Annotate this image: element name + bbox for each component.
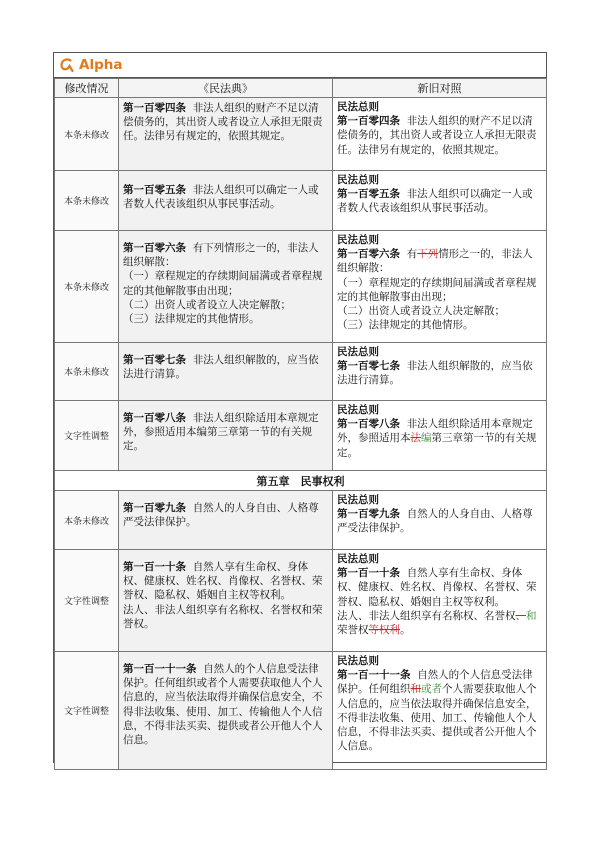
article-number: 第一百零七条: [123, 354, 186, 366]
article-number: 第一百零九条: [123, 502, 186, 514]
table-row: [55, 171, 547, 231]
alpha-logo-icon: [59, 57, 75, 73]
article-number: 第一百零八条: [123, 412, 186, 424]
table-row: [55, 550, 547, 652]
compare-cell: [333, 652, 547, 770]
compare-text: 自然人的人身自由、人格尊严受法律保护。: [337, 508, 533, 535]
table-row: [55, 98, 547, 171]
compare-cell: [333, 491, 547, 550]
compare-cell: [333, 401, 547, 471]
document-frame: [53, 52, 547, 763]
article-text: 非法人组织解散的，应当依法进行清算。: [123, 354, 319, 381]
chapter-row: [55, 471, 547, 491]
compare-text: 有: [406, 248, 418, 261]
article-text: 有下列情形之一的，非法人组织解散：: [123, 242, 319, 269]
article-item: （三）法律规定的其他情形。: [123, 313, 260, 326]
header-status: 修改情况: [55, 79, 119, 98]
status-cell: 本条未修改: [55, 231, 119, 343]
table-row: [55, 231, 547, 343]
inserted-text: 编: [421, 432, 432, 445]
compare-article-number: 第一百零六条: [337, 248, 400, 261]
compare-item: （二）出资人或者设立人决定解散；: [337, 305, 505, 318]
table-row: [55, 401, 547, 471]
section-label: 民法总则: [337, 234, 379, 246]
article-text: 自然人享有生命权、身体权、健康权、姓名权、肖像权、名誉权、荣誉权、隐私权、婚姻自主权等权利。: [123, 561, 323, 602]
compare-item: （三）法律规定的其他情形。: [337, 319, 474, 332]
compare-article-number: 第一百零八条: [337, 418, 400, 431]
compare-article-number: 第一百零七条: [337, 360, 400, 373]
compare-article-number: 第一百零四条: [337, 115, 400, 128]
section-label: 民法总则: [337, 553, 379, 565]
compare-text: 个人需要获取他人个人信息的，应当依法取得并确保信息安全，不得非法收集、使用、加工、传输他人个人信息，不得非法买卖、提供或者公开他人个人信息。: [337, 683, 537, 753]
compare-item: （一）章程规定的存续期间届满或者章程规定的其他解散事由出现；: [337, 276, 537, 303]
brand-bar: [54, 53, 546, 78]
table-row: [55, 343, 547, 401]
section-label: 民法总则: [337, 346, 379, 358]
article-text: 法人、非法人组织享有名称权、名誉权和荣誉权。: [123, 603, 323, 630]
compare-article-number: 第一百一十一条: [337, 669, 411, 682]
compare-text: 第三章第一节的有关规定。: [337, 432, 537, 459]
article-text: 自然人的个人信息受法律保护。任何组织或者个人需要获取他人个人信息的，应当依法取得并确保信息安全，不得非法收集、使用、加工、传输他人个人信息，不得非法买卖、提供或者公开他人个人信息。: [123, 663, 323, 747]
deleted-text: 下列: [417, 248, 439, 261]
compare-text: 非法人组织可以确定一人或者数人代表该组织从事民事活动。: [337, 188, 533, 215]
compare-text: 法人、非法人组织享有名称权、名誉权: [337, 609, 516, 622]
compare-text: 自然人的个人信息受法律保护。任何组织: [337, 669, 533, 696]
article-number: 第一百零六条: [123, 242, 186, 254]
status-cell: 文字性调整: [55, 550, 119, 652]
article-item: （一）章程规定的存续期间届满或者章程规定的其他解散事由出现；: [123, 270, 323, 297]
section-label: 民法总则: [337, 174, 379, 186]
article-text: 非法人组织的财产不足以清偿债务的，其出资人或者设立人承担无限责任。法律另有规定的，依照其规定。: [123, 102, 323, 143]
law-cell: [119, 401, 333, 471]
comparison-table: [54, 78, 547, 770]
law-cell: [119, 98, 333, 171]
status-cell: 文字性调整: [55, 652, 119, 770]
article-text: 自然人的人身自由、人格尊严受法律保护。: [123, 502, 319, 529]
section-label: 民法总则: [337, 494, 379, 506]
deleted-text: 和: [410, 683, 421, 696]
article-number: 第一百一十条: [123, 561, 186, 573]
header-law: 《民法典》: [119, 79, 333, 98]
deleted-text: 等权利: [368, 624, 400, 637]
table-row: [55, 652, 547, 770]
brand-name: Alpha: [79, 57, 123, 73]
status-cell: 本条未修改: [55, 171, 119, 231]
law-cell: [119, 171, 333, 231]
deleted-text: 法: [410, 432, 421, 445]
compare-text: 荣誉权: [337, 624, 369, 637]
deleted-text: 、: [515, 609, 526, 622]
status-cell: 文字性调整: [55, 401, 119, 471]
inserted-text: 和: [526, 609, 537, 622]
compare-text: 自然人享有生命权、身体权、健康权、姓名权、肖像权、名誉权、荣誉权、隐私权、婚姻自主权等权利。: [337, 567, 537, 608]
compare-cell: [333, 98, 547, 171]
section-label: 民法总则: [337, 101, 379, 113]
law-cell: [119, 231, 333, 343]
chapter-title: 第五章 民事权利: [55, 471, 547, 491]
compare-cell: [333, 231, 547, 343]
table-row: [55, 491, 547, 550]
status-cell: 本条未修改: [55, 491, 119, 550]
compare-article-number: 第一百零五条: [337, 188, 400, 201]
compare-article-number: 第一百一十条: [337, 567, 400, 580]
compare-text: 。: [400, 624, 411, 637]
status-cell: 本条未修改: [55, 98, 119, 171]
law-cell: [119, 550, 333, 652]
table-header-row: [55, 79, 547, 98]
article-text: 非法人组织除适用本章规定外，参照适用本编第三章第一节的有关规定。: [123, 412, 319, 453]
law-cell: [119, 652, 333, 770]
compare-article-number: 第一百零九条: [337, 508, 400, 521]
compare-text: 非法人组织除适用本章规定外，参照适用本: [337, 418, 533, 445]
compare-cell: [333, 550, 547, 652]
status-cell: 本条未修改: [55, 343, 119, 401]
law-cell: [119, 343, 333, 401]
compare-text: 情形之一的，非法人组织解散：: [337, 248, 533, 275]
header-compare: 新旧对照: [333, 79, 547, 98]
compare-cell: [333, 343, 547, 401]
law-cell: [119, 491, 333, 550]
article-number: 第一百零五条: [123, 184, 186, 196]
article-number: 第一百零四条: [123, 102, 186, 114]
article-item: （二）出资人或者设立人决定解散；: [123, 298, 291, 311]
compare-cell: [333, 171, 547, 231]
article-number: 第一百一十一条: [123, 663, 197, 675]
article-text: 非法人组织可以确定一人或者数人代表该组织从事民事活动。: [123, 184, 319, 211]
section-label: 民法总则: [337, 404, 379, 416]
compare-text: 非法人组织解散的，应当依法进行清算。: [337, 360, 533, 387]
inserted-text: 或者: [421, 683, 442, 696]
compare-text: 非法人组织的财产不足以清偿债务的，其出资人或者设立人承担无限责任。法律另有规定的，依照其规定。: [337, 115, 537, 156]
section-label: 民法总则: [337, 655, 379, 667]
